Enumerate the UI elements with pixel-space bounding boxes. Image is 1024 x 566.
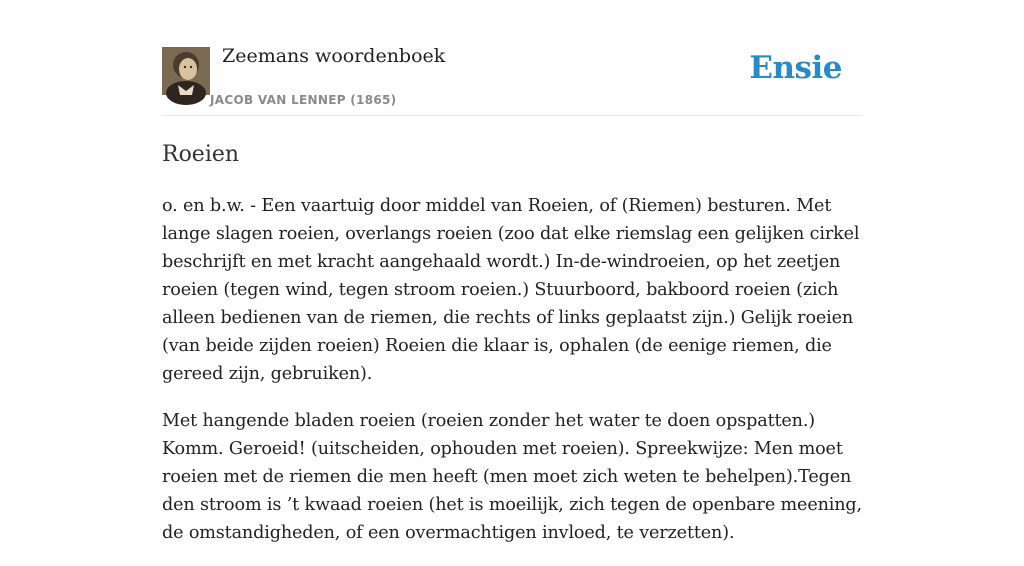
ensie-logo[interactable]: Ensie: [749, 50, 842, 86]
definition-paragraph-2: Met hangende bladen roeien (roeien zonder het water te doen opspatten.) Komm. Geroeid! (uitscheiden, ophouden met roeien). Spreekwijze: Men moet roeien met de riemen die men heeft (men moet zich weten te behelpen).Tegen den stroom is ’t kwaad roeien (het is moeilijk, zich tegen de openbare meening, de omstandigheden, of een overmachtigen invloed, te verzetten).: [162, 411, 862, 543]
portrait-avatar-icon[interactable]: [162, 47, 210, 95]
header: [162, 0, 862, 116]
author-label: JACOB VAN LENNEP (1865): [210, 93, 397, 107]
book-title[interactable]: Zeemans woordenboek: [222, 45, 446, 67]
entry-definition: [162, 192, 862, 547]
entry-headword: Roeien: [162, 142, 240, 167]
definition-paragraph-1: o. en b.w. - Een vaartuig door middel van Roeien, of (Riemen) besturen. Met lange slagen roeien, overlangs roeien (zoo dat elke riemslag een gelijken cirkel beschrijft en met kracht aangehaald wordt.) In-de-windroeien, op het zeetjen roeien (tegen wind, tegen stroom roeien.) Stuurboord, bakboord roeien (zich alleen bedienen van de riemen, die rechts of links geplaatst zijn.) Gelijk roeien (van beide zijden roeien) Roeien die klaar is, ophalen (de eenige riemen, die gereed zijn, gebruiken).: [162, 196, 860, 384]
content-column: [162, 0, 862, 566]
